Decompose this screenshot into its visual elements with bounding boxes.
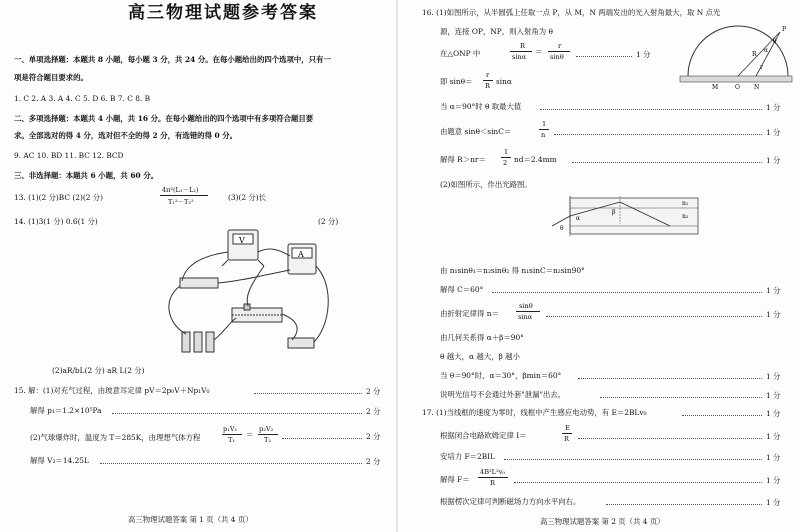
dot-leader — [546, 316, 762, 317]
fraction-bar — [501, 157, 511, 158]
q17-line4: 解得 F＝ — [440, 475, 470, 484]
semicircle-diagram — [678, 20, 794, 90]
label-beta: β — [612, 209, 616, 216]
q15-line3: (2)气球爆炸时，温度为 T＝285K，由理想气体方程 — [30, 433, 201, 442]
q16-line2: 源，连接 OP，NP，则入射角为 θ — [440, 27, 553, 36]
q14-score: (2 分) — [318, 217, 339, 226]
section-1-heading: 一、单项选择题：本题共 8 小题，每小题 3 分，共 24 分。在每小题给出的四个选项中，只有一 — [14, 55, 331, 64]
q16-line7: 解得 R＞nr＝ — [440, 155, 486, 164]
q16-line8: (2)如图所示，作出光路图。 — [440, 180, 532, 189]
q16-line14: 当 θ＝90°时，α＝30°，βmin＝60° — [440, 371, 562, 380]
dot-leader — [100, 463, 362, 464]
frac-den: R — [564, 435, 569, 443]
dot-leader — [600, 397, 762, 398]
dot-leader — [606, 504, 762, 505]
dot-leader — [112, 413, 362, 414]
q16-line13: θ 越大，α 越大，β 越小 — [440, 352, 520, 361]
section-3-heading: 三、非选择题：本题共 6 小题，共 60 分。 — [14, 171, 158, 180]
frac-den: sinθ — [550, 53, 564, 61]
frac-den: R — [490, 479, 495, 487]
dot-leader — [576, 56, 632, 57]
section-1-heading-cont: 项是符合题目要求的。 — [14, 73, 88, 82]
score: 1 分 — [766, 453, 781, 462]
frac-num: E — [565, 424, 570, 432]
frac-den: 2 — [503, 159, 508, 167]
voltmeter-label: V — [239, 236, 245, 245]
q15-line2: 解得 p₁＝1.2×10⁵Pa — [30, 406, 102, 415]
q16-line4: 即 sinθ＝ — [440, 77, 473, 86]
fraction-bar — [478, 477, 508, 478]
dot-leader — [492, 292, 762, 293]
dot-leader — [504, 459, 762, 460]
dot-leader — [578, 378, 762, 379]
q15-frac1-num: p₁V₁ — [223, 425, 238, 433]
q13-text: 13. (1)(2 分)BC (2)(2 分) — [14, 193, 104, 202]
q16-line1: 16. (1)如图所示，从半圆弧上任取一点 P，从 M，N 两端发出的光入射角最大，取 N 点光 — [422, 8, 721, 17]
label-theta: θ — [773, 38, 777, 45]
answer-page-1 — [0, 0, 394, 532]
q16-line4-tail: sinα — [496, 77, 512, 86]
q16-line9: 由 n₁sinθ₁＝n₂sinθ₂ 得 n₁sinC＝n₂sin90° — [440, 266, 585, 275]
fraction-bar — [258, 434, 278, 435]
dot-leader — [254, 393, 362, 394]
q15-line4-score: 2 分 — [366, 457, 381, 466]
frac-num: 1 — [542, 120, 547, 128]
frac-den: n — [541, 131, 546, 139]
label-P: P — [782, 26, 787, 33]
frac-num: sinθ — [519, 302, 533, 310]
score: 1 分 — [766, 310, 781, 319]
score: 1 分 — [766, 286, 781, 295]
dot-leader — [282, 438, 362, 439]
label-M: M — [712, 84, 719, 91]
score: 1 分 — [766, 128, 781, 137]
score: 1 分 — [766, 103, 781, 112]
q16-line6: 由题意 sinθ＜sinC＝ — [440, 127, 512, 136]
label-theta: θ — [560, 225, 564, 232]
dot-leader — [572, 162, 762, 163]
frac-num: 4B²L²v₀ — [480, 468, 506, 476]
page-footer: 高三物理试题答案 第 2 页（共 4 页） — [540, 517, 665, 526]
answer-page-2 — [400, 0, 794, 532]
section-2-heading: 二、多项选择题：本题共 4 小题，共 16 分。在每小题给出的四个选项中有多项符合题目要 — [14, 114, 314, 123]
q13-fraction-numerator: 4π²(L₁－L₂) — [162, 186, 199, 194]
score: 1 分 — [766, 498, 781, 507]
q15-line3-score: 2 分 — [366, 432, 381, 441]
q13-fraction-denominator: T₁²－T₂² — [168, 198, 194, 206]
fraction-bar — [222, 434, 242, 435]
label-r: r — [760, 64, 763, 71]
page-title: 高三物理试题参考答案 — [128, 3, 318, 23]
q14-text: 14. (1)3(1 分) 0.6(1 分) — [14, 217, 98, 226]
equals-sign: ＝ — [246, 430, 254, 439]
frac-den: sinα — [512, 53, 527, 61]
q15-line4: 解得 V₂＝14.25L — [30, 456, 89, 465]
fraction-bar — [516, 311, 540, 312]
q15-line1: 15. 解：(1)对充气过程，由玻意耳定律 pV＝2p₀V＋Np₁V₀ — [14, 386, 210, 395]
mc-answers: 1. C 2. A 3. A 4. C 5. D 6. B 7. C 8. B — [14, 94, 151, 103]
q16-line12: 由几何关系得 α＋β＝90° — [440, 333, 524, 342]
dot-leader — [578, 438, 762, 439]
dot-leader — [682, 415, 762, 416]
q16-line11: 由折射定律得 n＝ — [440, 309, 499, 318]
fraction-bar — [160, 195, 208, 196]
equals-sign: ＝ — [535, 47, 543, 56]
q16-line3: 在△ONP 中 — [440, 49, 481, 58]
score: 1 分 — [766, 476, 781, 485]
label-N: N — [754, 84, 760, 91]
score: 1 分 — [766, 391, 781, 400]
dot-leader — [554, 134, 762, 135]
score: 1 分 — [766, 432, 781, 441]
label-O: O — [735, 84, 740, 91]
fraction-bar — [483, 80, 493, 81]
multi-answers: 9. AC 10. BD 11. BC 12. BCD — [14, 151, 124, 160]
score: 1 分 — [766, 409, 781, 418]
q15-frac2-den: T₂ — [264, 436, 272, 444]
section-2-heading-cont: 求。全部选对的得 4 分，选对但不全的得 2 分，有选错的得 0 分。 — [14, 131, 238, 140]
q17-line2: 根据闭合电路欧姆定律 I＝ — [440, 431, 527, 440]
frac-den: sinα — [518, 313, 533, 321]
frac-num: 1 — [504, 148, 509, 156]
fraction-bar — [539, 129, 549, 130]
q16-line10: 解得 C＝60° — [440, 285, 484, 294]
page-divider — [396, 0, 398, 532]
label-n1: n₁ — [682, 200, 689, 207]
label-n2: n₂ — [682, 213, 689, 220]
q16-line7-tail: nd＝2.4mm — [514, 155, 557, 164]
label-R: R — [752, 51, 757, 58]
score: 1 分 — [766, 156, 781, 165]
q17-line3: 安培力 F＝2BIL — [440, 452, 496, 461]
q15-frac1-den: T₁ — [228, 436, 236, 444]
fraction-bar — [562, 433, 572, 434]
q17-line5: 根据楞次定律可判断磁场力方向水平向右。 — [440, 497, 581, 506]
q14-part2: (2)aR/bL(2 分) aR L(2 分) — [52, 366, 145, 375]
fiber-diagram — [550, 192, 700, 252]
score: 1 分 — [766, 372, 781, 381]
q15-line1-score: 2 分 — [366, 387, 381, 396]
label-alpha: α — [764, 47, 769, 54]
q17-line1: 17. (1)当线框的速度为零时，线框中产生感应电动势，有 E＝2BLv₀ — [422, 408, 647, 417]
frac-den: R — [485, 82, 490, 90]
score: 1 分 — [636, 50, 651, 59]
fraction-bar — [510, 51, 532, 52]
q15-frac2-num: p₂V₂ — [259, 425, 274, 433]
q13-part3: (3)(2 分)长 — [228, 193, 267, 202]
q16-line15: 说明光信号不会通过外套"泄漏"出去。 — [440, 390, 566, 399]
q16-line5: 当 α＝90°时 θ 取最大值 — [440, 102, 522, 111]
dot-leader — [514, 482, 762, 483]
label-alpha: α — [576, 215, 581, 222]
frac-num: r — [486, 71, 490, 79]
dot-leader — [540, 109, 762, 110]
circuit-diagram — [0, 226, 394, 361]
q15-line2-score: 2 分 — [366, 407, 381, 416]
page-footer: 高三物理试题答案 第 1 页（共 4 页） — [128, 515, 253, 524]
frac-num: R — [520, 42, 525, 50]
ammeter-label: A — [298, 250, 304, 259]
fraction-bar — [548, 51, 570, 52]
frac-num: r — [558, 42, 562, 50]
